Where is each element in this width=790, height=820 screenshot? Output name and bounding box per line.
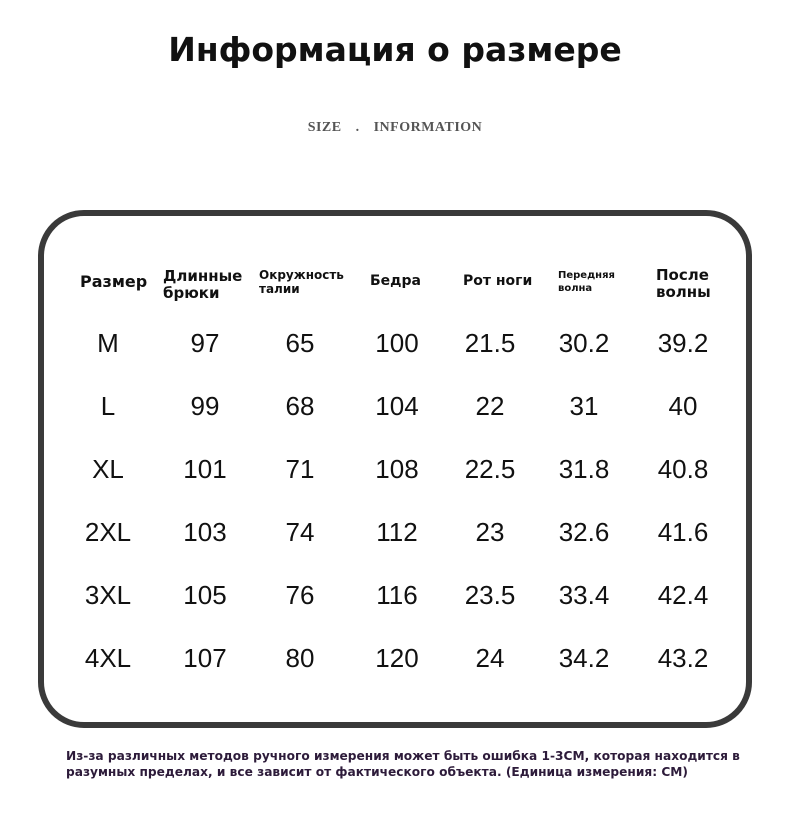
cell-leg: 21.5	[464, 328, 516, 358]
cell-size: L	[100, 391, 116, 421]
cell-front-rise: 33.4	[558, 580, 610, 610]
header-back-rise-line2: волны	[656, 282, 711, 301]
cell-waist: 74	[285, 517, 315, 547]
page-subtitle	[0, 120, 790, 136]
cell-hip: 108	[375, 454, 419, 484]
subtitle-size: SIZE	[307, 120, 342, 135]
cell-leg: 23	[475, 517, 505, 547]
subtitle-dot: .	[355, 120, 360, 135]
header-waist-line2: талии	[259, 282, 300, 297]
cell-size: 2XL	[84, 517, 132, 547]
cell-length: 103	[183, 517, 227, 547]
cell-size: XL	[92, 454, 124, 484]
cell-size: 4XL	[84, 643, 132, 673]
cell-length: 97	[190, 328, 220, 358]
cell-back-rise: 40	[668, 391, 698, 421]
cell-front-rise: 31.8	[558, 454, 610, 484]
cell-size: M	[97, 328, 119, 358]
measurement-note: Из-за различных методов ручного измерения может быть ошибка 1-3CM, которая находится в разумных пределах, и все зависит от фактического объекта. (Единица измерения: CM)	[66, 749, 740, 779]
header-hip	[370, 274, 421, 289]
cell-front-rise: 34.2	[558, 643, 610, 673]
cell-hip: 112	[376, 517, 418, 547]
cell-hip: 104	[375, 391, 419, 421]
cell-waist: 80	[285, 643, 315, 673]
header-leg-opening-label: Рот ноги	[463, 273, 533, 289]
cell-hip: 116	[376, 580, 418, 610]
subtitle-information: INFORMATION	[373, 120, 483, 135]
cell-front-rise: 30.2	[558, 328, 610, 358]
cell-hip: 100	[375, 328, 419, 358]
header-front-rise	[558, 269, 615, 295]
page-title: Информация о размере	[168, 30, 622, 69]
cell-leg: 22	[475, 391, 505, 421]
table-row	[0, 512, 790, 552]
cell-size: 3XL	[84, 580, 132, 610]
header-size	[80, 273, 147, 291]
cell-back-rise: 42.4	[657, 580, 709, 610]
cell-back-rise: 41.6	[657, 517, 709, 547]
table-row	[0, 323, 790, 363]
cell-waist: 68	[285, 391, 315, 421]
cell-back-rise: 40.8	[657, 454, 709, 484]
header-front-rise-line1: Передняя	[558, 270, 615, 281]
header-waist	[259, 268, 344, 297]
header-pants-length-line2: брюки	[163, 283, 220, 302]
table-row	[0, 449, 790, 489]
table-row	[0, 638, 790, 678]
cell-waist: 65	[285, 328, 315, 358]
header-pants-length	[163, 268, 242, 301]
cell-leg: 22.5	[464, 454, 516, 484]
header-size-label: Размер	[80, 272, 148, 291]
header-front-rise-line2: волна	[558, 283, 593, 294]
cell-waist: 71	[285, 454, 315, 484]
cell-leg: 23.5	[464, 580, 516, 610]
cell-front-rise: 31	[569, 391, 599, 421]
cell-length: 99	[190, 391, 220, 421]
cell-length: 105	[183, 580, 227, 610]
header-waist-line1: Окружность	[259, 268, 344, 282]
cell-back-rise: 39.2	[657, 328, 709, 358]
table-row	[0, 386, 790, 426]
header-back-rise-line1: После	[656, 266, 709, 284]
cell-length: 101	[183, 454, 227, 484]
header-pants-length-line1: Длинные	[163, 267, 243, 285]
cell-waist: 76	[285, 580, 315, 610]
cell-leg: 24	[475, 643, 505, 673]
header-hip-label: Бедра	[370, 273, 421, 289]
header-leg-opening	[463, 274, 532, 289]
table-row	[0, 575, 790, 615]
cell-back-rise: 43.2	[657, 643, 709, 673]
header-back-rise	[656, 267, 711, 300]
cell-front-rise: 32.6	[558, 517, 610, 547]
cell-hip: 120	[375, 643, 419, 673]
cell-length: 107	[183, 643, 227, 673]
